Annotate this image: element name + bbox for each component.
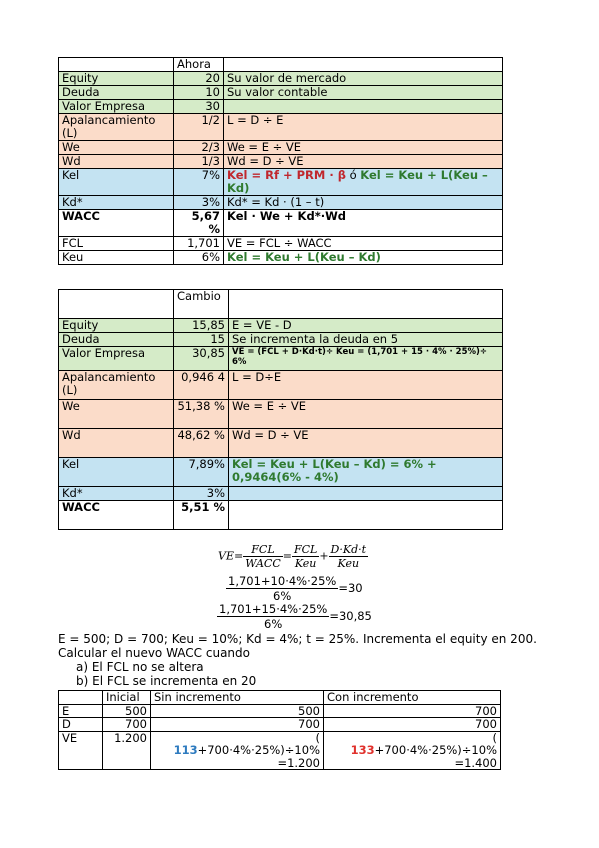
formula-result: =1.400 bbox=[454, 755, 497, 770]
equation-ve bbox=[218, 543, 368, 570]
highlight-value: 133 bbox=[350, 743, 375, 757]
table-row bbox=[59, 169, 503, 196]
fraction bbox=[292, 543, 319, 570]
table-row bbox=[59, 141, 503, 155]
header-sin: Sin incremento bbox=[151, 691, 324, 705]
row-note bbox=[229, 501, 503, 530]
row-value: 7,89% bbox=[174, 458, 229, 487]
table-row bbox=[59, 718, 501, 732]
row-label: Valor Empresa bbox=[59, 347, 174, 371]
table-ahora bbox=[58, 57, 503, 265]
row-note: Su valor de mercado bbox=[224, 72, 503, 86]
formula-line bbox=[154, 744, 320, 757]
kel-formula-capm: Kel = Rf + PRM · β bbox=[227, 168, 346, 182]
cell-con: 700 bbox=[324, 704, 501, 718]
row-label: Deuda bbox=[59, 86, 174, 100]
header-empty bbox=[59, 58, 174, 72]
row-note: Kel = Keu + L(Keu – Kd) = 6% + 0,9464(6% - 4%) bbox=[229, 458, 503, 487]
row-note: We = E ÷ VE bbox=[224, 141, 503, 155]
row-note: Wd = D ÷ VE bbox=[224, 155, 503, 169]
row-value: 15,85 bbox=[174, 319, 229, 333]
paren-open: ( bbox=[315, 731, 320, 745]
table-incremento bbox=[58, 690, 501, 770]
kel-formula-or: ó bbox=[345, 168, 361, 182]
cell-sin bbox=[151, 731, 324, 770]
problem-statement bbox=[58, 632, 578, 688]
row-value: 3% bbox=[174, 196, 224, 210]
table-cambio bbox=[58, 289, 503, 530]
table-row bbox=[59, 58, 503, 72]
row-value: 30 bbox=[174, 100, 224, 114]
cell-inicial: 700 bbox=[103, 718, 151, 732]
row-label: Equity bbox=[59, 72, 174, 86]
table-row bbox=[59, 100, 503, 114]
header-empty bbox=[224, 58, 503, 72]
row-note: Kd* = Kd · (1 – t) bbox=[224, 196, 503, 210]
row-label: Wd bbox=[59, 155, 174, 169]
header-empty bbox=[59, 290, 174, 319]
row-note: E = VE - D bbox=[229, 319, 503, 333]
equation-ve-3085 bbox=[217, 602, 372, 631]
row-note bbox=[229, 487, 503, 501]
frac-den: 6% bbox=[264, 617, 283, 631]
row-label: VE bbox=[59, 731, 103, 770]
frac-num: FCL bbox=[243, 543, 283, 557]
row-value: 7% bbox=[174, 169, 224, 196]
header-cambio: Cambio bbox=[174, 290, 229, 319]
table-row bbox=[59, 210, 503, 237]
eq-result: =30,85 bbox=[329, 609, 372, 623]
table-row bbox=[59, 251, 503, 265]
frac-num: 1,701+10·4%·25% bbox=[228, 574, 337, 588]
row-value: 48,62 % bbox=[174, 429, 229, 458]
paren-open: ( bbox=[492, 731, 497, 745]
row-value: 1,701 bbox=[174, 237, 224, 251]
cell-con bbox=[324, 731, 501, 770]
frac-den: Keu bbox=[337, 557, 360, 570]
table-row bbox=[59, 114, 503, 141]
row-note: Wd = D ÷ VE bbox=[229, 429, 503, 458]
cell-inicial: 1.200 bbox=[103, 731, 151, 770]
frac-den: Keu bbox=[294, 557, 317, 570]
row-value: 2/3 bbox=[174, 141, 224, 155]
row-label: Deuda bbox=[59, 333, 174, 347]
table-row bbox=[59, 487, 503, 501]
row-label: Equity bbox=[59, 319, 174, 333]
row-value: 6% bbox=[174, 251, 224, 265]
problem-item-b: b) El FCL se incrementa en 20 bbox=[76, 674, 257, 688]
header-con: Con incremento bbox=[324, 691, 501, 705]
cell-sin: 700 bbox=[151, 718, 324, 732]
table-row bbox=[59, 731, 501, 770]
problem-line: Calcular el nuevo WACC cuando bbox=[58, 646, 250, 660]
row-value: 10 bbox=[174, 86, 224, 100]
row-value: 5,67 % bbox=[174, 210, 224, 237]
row-label: Apalancamiento (L) bbox=[59, 114, 174, 141]
table-row bbox=[59, 333, 503, 347]
formula-rest: +700·4%·25%)÷10% bbox=[197, 743, 320, 757]
row-note: We = E ÷ VE bbox=[229, 400, 503, 429]
row-label: Kel bbox=[59, 169, 174, 196]
row-note: L = D÷E bbox=[229, 371, 503, 400]
row-note bbox=[224, 169, 503, 196]
row-note: L = D ÷ E bbox=[224, 114, 503, 141]
row-value: 20 bbox=[174, 72, 224, 86]
row-value: 15 bbox=[174, 333, 229, 347]
formula-rest: +700·4%·25%)÷10% bbox=[374, 743, 497, 757]
header-inicial: Inicial bbox=[103, 691, 151, 705]
fraction bbox=[217, 602, 329, 631]
frac-den: 6% bbox=[273, 589, 292, 603]
table-row bbox=[59, 290, 503, 319]
problem-line: E = 500; D = 700; Keu = 10%; Kd = 4%; t = 25%. Incrementa el equity en 200. bbox=[58, 632, 537, 646]
row-note: VE = (FCL + D·Kd·t)÷ Keu = (1,701 + 15 · 4% · 25%)÷ 6% bbox=[229, 347, 503, 371]
row-value: 0,946 4 bbox=[174, 371, 229, 400]
plus-sign: + bbox=[319, 549, 329, 563]
frac-num: D·Kd·t bbox=[330, 543, 367, 556]
row-value: 1/3 bbox=[174, 155, 224, 169]
cell-sin: 500 bbox=[151, 704, 324, 718]
table-row bbox=[59, 458, 503, 487]
row-label: WACC bbox=[59, 210, 174, 237]
header-ahora: Ahora bbox=[174, 58, 224, 72]
row-value: 5,51 % bbox=[174, 501, 229, 530]
row-note: Kel · We + Kd*·Wd bbox=[224, 210, 503, 237]
eq-lhs: VE= bbox=[218, 549, 244, 563]
frac-num: 1,701+15·4%·25% bbox=[219, 602, 328, 616]
row-note: VE = FCL ÷ WACC bbox=[224, 237, 503, 251]
row-value: 1/2 bbox=[174, 114, 224, 141]
formula-result: =1.200 bbox=[277, 755, 320, 770]
header-empty bbox=[59, 691, 103, 705]
table-row bbox=[59, 155, 503, 169]
fraction bbox=[226, 574, 338, 603]
row-label: Kel bbox=[59, 458, 174, 487]
row-label: FCL bbox=[59, 237, 174, 251]
row-note: Se incrementa la deuda en 5 bbox=[229, 333, 503, 347]
row-value: 30,85 bbox=[174, 347, 229, 371]
row-label: Wd bbox=[59, 429, 174, 458]
equation-ve-30 bbox=[226, 574, 363, 603]
eq-result: =30 bbox=[338, 581, 363, 595]
table-row bbox=[59, 371, 503, 400]
row-note: Kel = Keu + L(Keu – Kd) bbox=[224, 251, 503, 265]
row-label: Apalancamiento (L) bbox=[59, 371, 174, 400]
table-row bbox=[59, 429, 503, 458]
highlight-value: 113 bbox=[173, 743, 198, 757]
table-row bbox=[59, 347, 503, 371]
table-row bbox=[59, 319, 503, 333]
table-row bbox=[59, 501, 503, 530]
table-row bbox=[59, 86, 503, 100]
table-row bbox=[59, 400, 503, 429]
header-empty bbox=[229, 290, 503, 319]
fraction bbox=[329, 543, 369, 570]
kel-formula-mm: Kel = Keu + L(Keu – Kd) bbox=[227, 168, 488, 195]
row-label: We bbox=[59, 400, 174, 429]
row-note bbox=[224, 100, 503, 114]
frac-den: WACC bbox=[245, 557, 281, 570]
row-value: 51,38 % bbox=[174, 400, 229, 429]
table-row bbox=[59, 72, 503, 86]
problem-item-a: a) El FCL no se altera bbox=[76, 660, 204, 674]
row-label: E bbox=[59, 704, 103, 718]
row-label: WACC bbox=[59, 501, 174, 530]
row-label: Kd* bbox=[59, 196, 174, 210]
cell-inicial: 500 bbox=[103, 704, 151, 718]
fraction bbox=[243, 543, 283, 570]
cell-con: 700 bbox=[324, 718, 501, 732]
row-label: Valor Empresa bbox=[59, 100, 174, 114]
table-row bbox=[59, 196, 503, 210]
table-row bbox=[59, 237, 503, 251]
row-note: Su valor contable bbox=[224, 86, 503, 100]
formula-line bbox=[327, 744, 497, 757]
eq-sign: = bbox=[282, 549, 292, 563]
table-row bbox=[59, 704, 501, 718]
table-row bbox=[59, 691, 501, 705]
frac-num: FCL bbox=[293, 543, 318, 556]
row-label: We bbox=[59, 141, 174, 155]
row-label: Kd* bbox=[59, 487, 174, 501]
row-label: D bbox=[59, 718, 103, 732]
row-value: 3% bbox=[174, 487, 229, 501]
row-label: Keu bbox=[59, 251, 174, 265]
